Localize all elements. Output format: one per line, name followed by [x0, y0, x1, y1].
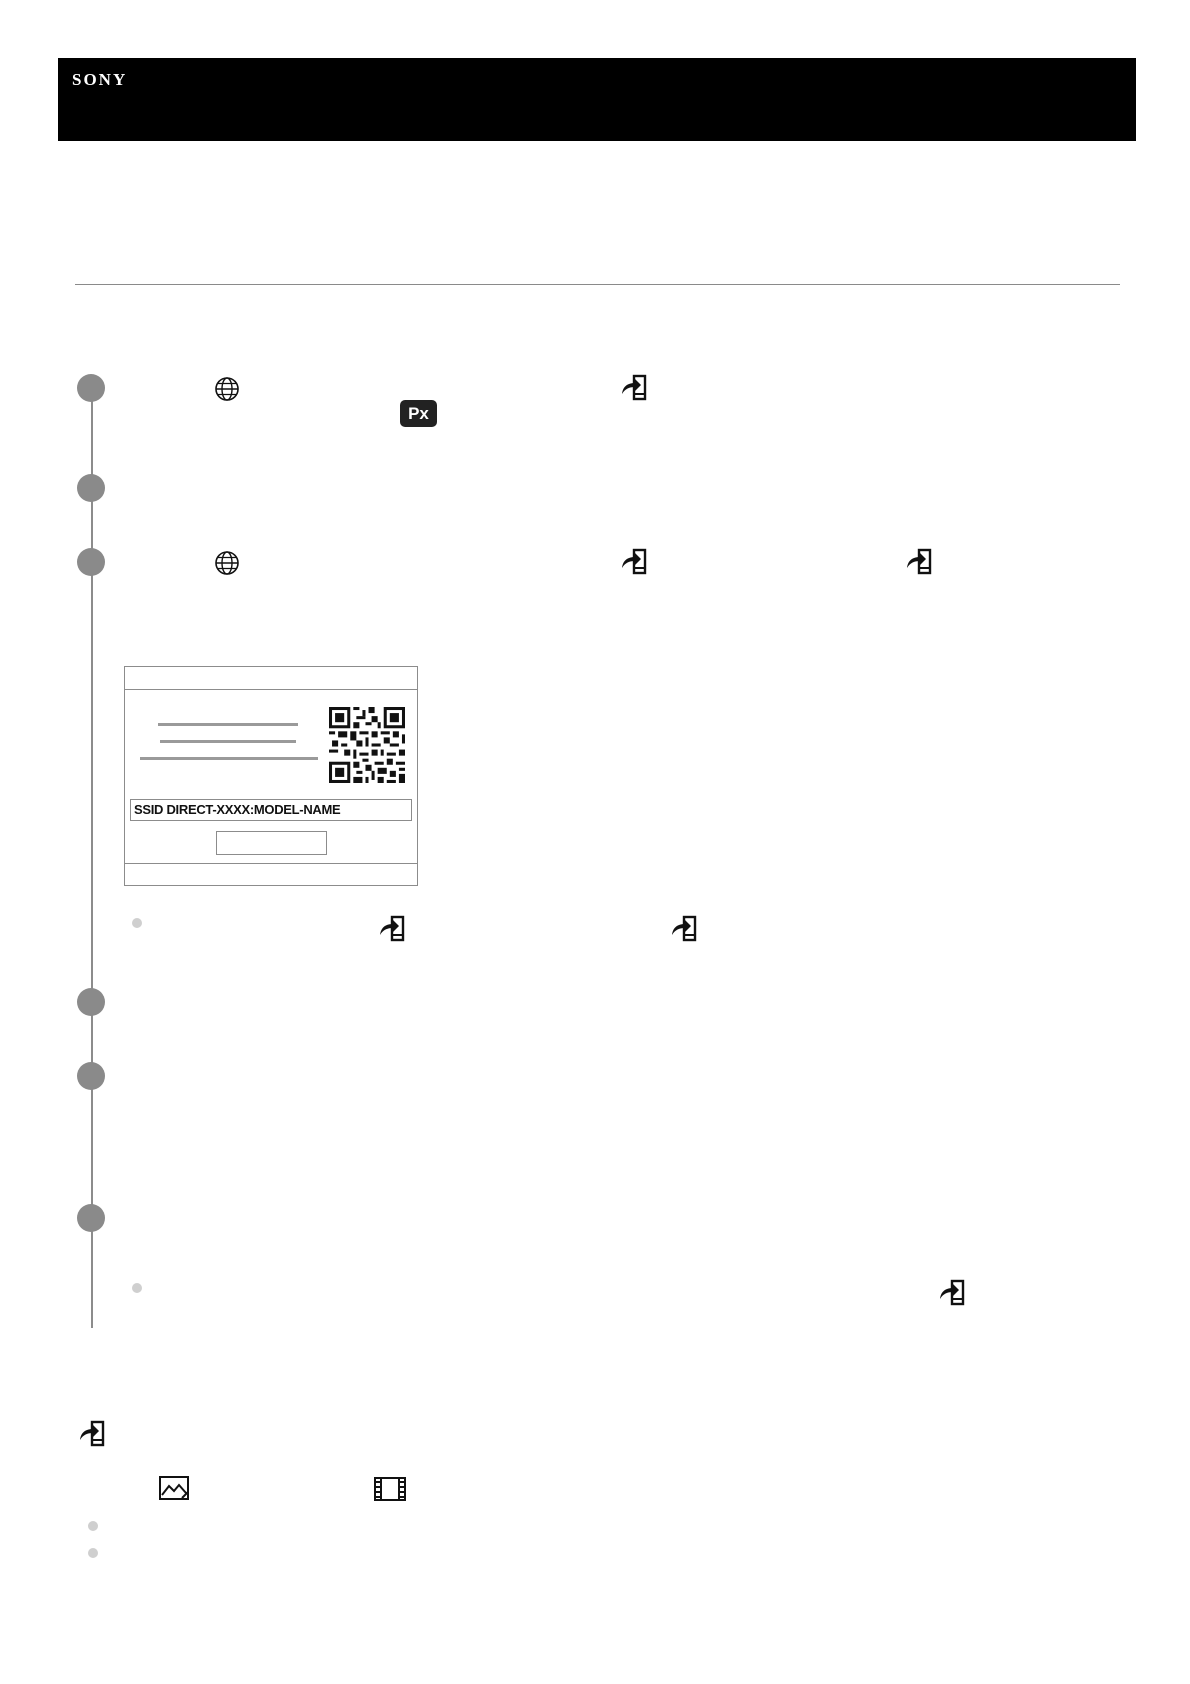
send-to-smartphone-icon [378, 915, 406, 943]
ssid-label: SSID DIRECT-XXXX:MODEL-NAME [130, 799, 412, 821]
step-marker-6 [77, 1204, 105, 1232]
bullet-point [132, 918, 142, 928]
step-marker-5 [77, 1062, 105, 1090]
step-marker-1 [77, 374, 105, 402]
send-to-smartphone-icon [905, 548, 933, 576]
still-image-icon [158, 1475, 192, 1503]
send-to-smartphone-icon [670, 915, 698, 943]
step-marker-3 [77, 548, 105, 576]
screen-text-line [140, 757, 318, 760]
bullet-point [88, 1521, 98, 1531]
screen-text-line [160, 740, 296, 743]
send-to-smartphone-icon [938, 1279, 966, 1307]
movie-icon [373, 1475, 407, 1503]
steps-timeline [91, 386, 93, 1328]
step-marker-4 [77, 988, 105, 1016]
screen-text-line [158, 723, 298, 726]
title-divider [75, 284, 1120, 285]
bullet-point [88, 1548, 98, 1558]
globe-icon [214, 550, 240, 576]
qr-code-icon [329, 707, 405, 783]
bullet-point [132, 1283, 142, 1293]
send-to-smartphone-icon [620, 374, 648, 402]
pixel-shift-badge: Px [400, 400, 437, 427]
globe-icon [214, 376, 240, 402]
camera-screen-illustration [124, 666, 418, 886]
send-to-smartphone-icon [78, 1420, 106, 1448]
send-to-smartphone-icon [620, 548, 648, 576]
step-marker-2 [77, 474, 105, 502]
page-header [58, 58, 1136, 141]
screen-header-divider [125, 689, 417, 690]
sony-logo: SONY [72, 70, 128, 89]
screen-footer-divider [125, 863, 417, 864]
screen-ok-button [216, 831, 327, 855]
